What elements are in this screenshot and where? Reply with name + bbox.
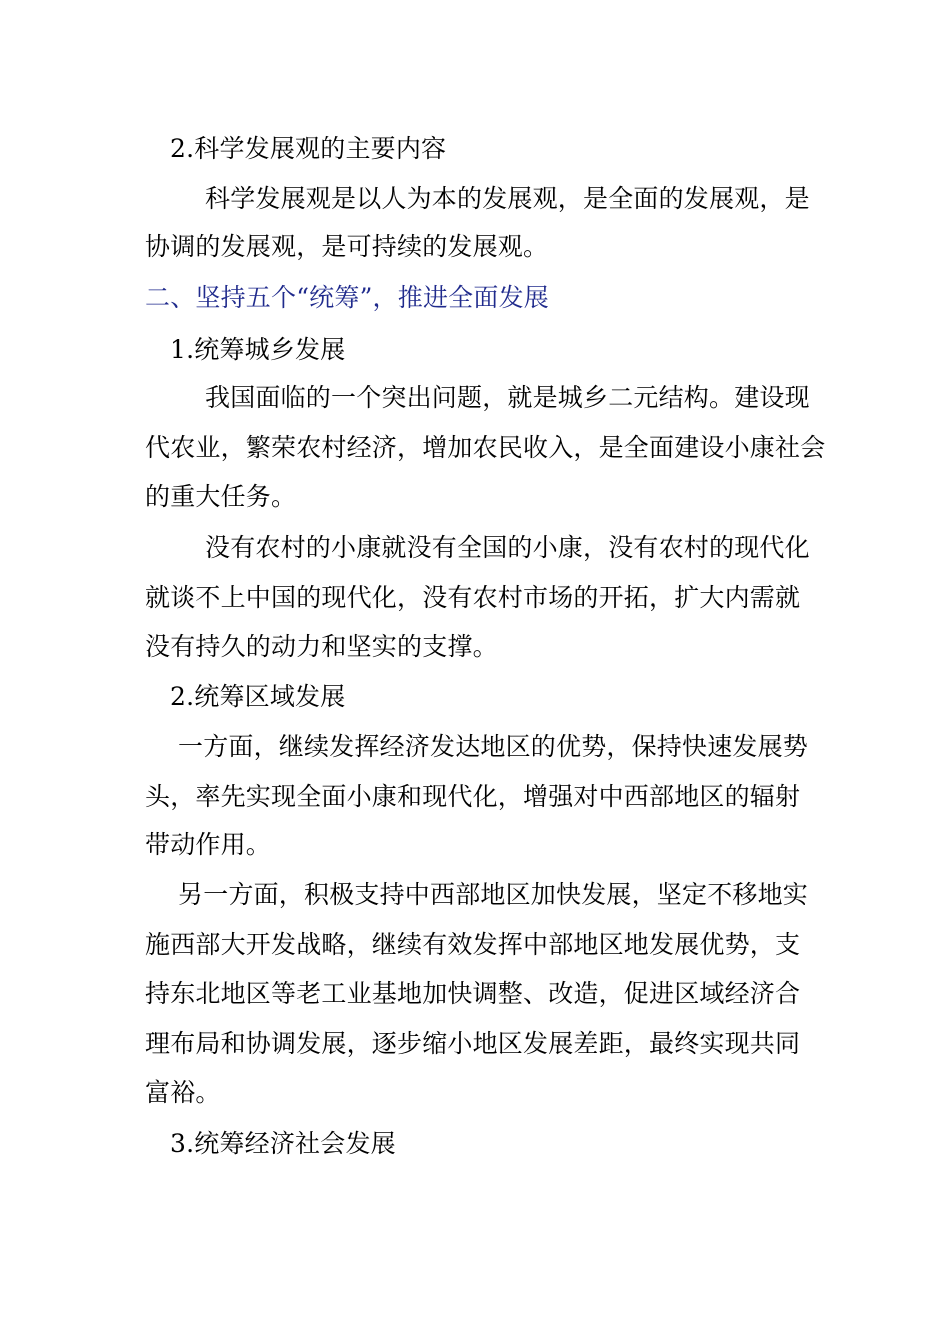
subsection-title-economic-social: 3.统筹经济社会发展: [170, 1129, 396, 1158]
paragraph-line: 富裕。: [145, 1078, 221, 1107]
paragraph-line: 理布局和协调发展，逐步缩小地区发展差距，最终实现共同: [145, 1029, 801, 1058]
paragraph-line: 没有持久的动力和坚实的支撑。: [145, 632, 498, 661]
paragraph-line: 我国面临的一个突出问题，就是城乡二元结构。建设现: [205, 383, 810, 412]
paragraph-line: 没有农村的小康就没有全国的小康，没有农村的现代化: [205, 533, 810, 562]
paragraph-line: 一方面，继续发挥经济发达地区的优势，保持快速发展势: [178, 732, 809, 761]
paragraph-line: 带动作用。: [145, 830, 272, 859]
section-heading-five-overall-plans: 二、坚持五个“统筹”，推进全面发展: [145, 283, 549, 312]
paragraph-line: 持东北地区等老工业基地加快调整、改造，促进区域经济合: [145, 979, 801, 1008]
subsection-title-regional: 2.统筹区域发展: [170, 682, 346, 711]
subsection-title-urban-rural: 1.统筹城乡发展: [170, 335, 346, 364]
section-title-scientific-outlook-content: 2.科学发展观的主要内容: [170, 134, 447, 163]
paragraph-line: 就谈不上中国的现代化，没有农村市场的开拓，扩大内需就: [145, 583, 801, 612]
paragraph-line: 另一方面，积极支持中西部地区加快发展，坚定不移地实: [178, 880, 809, 909]
paragraph-line: 头，率先实现全面小康和现代化，增强对中西部地区的辐射: [145, 782, 801, 811]
paragraph-line: 的重大任务。: [145, 482, 297, 511]
paragraph-line: 施西部大开发战略，继续有效发挥中部地区地发展优势，支: [145, 930, 801, 959]
paragraph-line: 代农业，繁荣农村经济，增加农民收入，是全面建设小康社会: [145, 433, 826, 462]
paragraph-line: 协调的发展观，是可持续的发展观。: [145, 232, 549, 261]
paragraph-line: 科学发展观是以人为本的发展观，是全面的发展观，是: [205, 184, 810, 213]
